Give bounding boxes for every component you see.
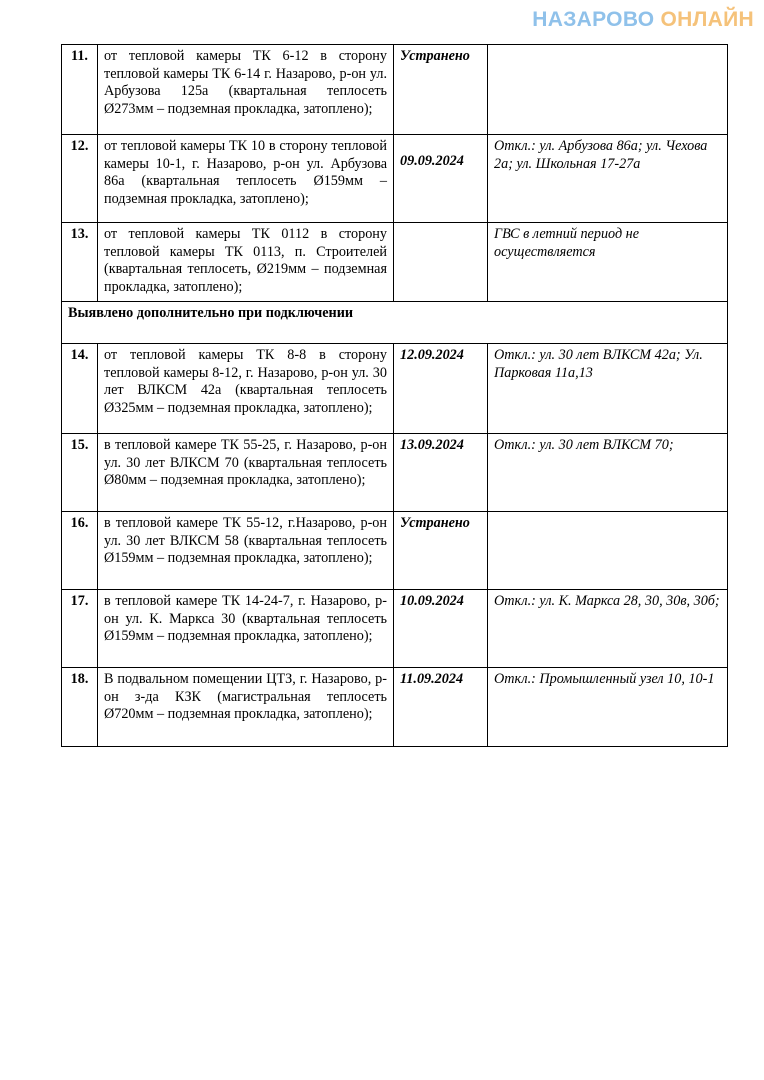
row-number: 11.: [62, 45, 98, 135]
table-row: [62, 434, 728, 512]
table-row: [62, 512, 728, 590]
row-description: от тепловой камеры ТК 8-8 в сторону тепловой камеры 8-12, г. Назарово, р-он ул. 30 лет ВЛКСМ 42а (квартальная теплосеть Ø325мм – подземная прокладка, затоплено);: [98, 344, 394, 434]
watermark-part-2: ОНЛАЙН: [660, 8, 754, 31]
row-number: 17.: [62, 590, 98, 668]
row-number: 16.: [62, 512, 98, 590]
row-number: 14.: [62, 344, 98, 434]
row-description: от тепловой камеры ТК 0112 в сторону тепловой камеры ТК 0113, п. Строителей (квартальная теплосеть, Ø219мм – подземная прокладка, затоплено);: [98, 223, 394, 302]
table-row: [62, 135, 728, 223]
row-note: [488, 512, 728, 590]
row-description: в тепловой камере ТК 55-12, г.Назарово, р-он ул. 30 лет ВЛКСМ 58 (квартальная теплосеть Ø159мм – подземная прокладка, затоплено);: [98, 512, 394, 590]
row-number: 15.: [62, 434, 98, 512]
row-date: 11.09.2024: [394, 668, 488, 747]
row-description: В подвальном помещении ЦТЗ, г. Назарово, р-он з-да КЗК (магистральная теплосеть Ø720мм – подземная прокладка, затоплено);: [98, 668, 394, 747]
row-number: 18.: [62, 668, 98, 747]
table-row: [62, 668, 728, 747]
row-note: Откл.: ул. 30 лет ВЛКСМ 70;: [488, 434, 728, 512]
watermark-logo: [532, 8, 754, 32]
row-note: [488, 45, 728, 135]
row-note: Откл.: ул. Арбузова 86а; ул. Чехова 2а; ул. Школьная 17-27а: [488, 135, 728, 223]
row-description: в тепловой камере ТК 55-25, г. Назарово, р-он ул. 30 лет ВЛКСМ 70 (квартальная теплосеть Ø80мм – подземная прокладка, затоплено);: [98, 434, 394, 512]
row-date: Устранено: [394, 512, 488, 590]
row-number: 12.: [62, 135, 98, 223]
row-date: 13.09.2024: [394, 434, 488, 512]
table-row: [62, 590, 728, 668]
row-date: 10.09.2024: [394, 590, 488, 668]
row-description: в тепловой камере ТК 14-24-7, г. Назарово, р-он ул. К. Маркса 30 (квартальная теплосеть Ø159мм – подземная прокладка, затоплено);: [98, 590, 394, 668]
row-note: ГВС в летний период не осуществляется: [488, 223, 728, 302]
table-row: [62, 45, 728, 135]
table-row: [62, 223, 728, 302]
row-date: Устранено: [394, 45, 488, 135]
row-note: Откл.: ул. К. Маркса 28, 30, 30в, 30б;: [488, 590, 728, 668]
row-note: Откл.: Промышленный узел 10, 10-1: [488, 668, 728, 747]
row-date: 12.09.2024: [394, 344, 488, 434]
watermark-part-1: НАЗАРОВО: [532, 8, 655, 31]
table-row: [62, 344, 728, 434]
row-number: 13.: [62, 223, 98, 302]
row-note: Откл.: ул. 30 лет ВЛКСМ 42а; Ул. Парковая 11а,13: [488, 344, 728, 434]
row-date: 09.09.2024: [394, 135, 488, 223]
incident-table: [61, 44, 728, 747]
row-description: от тепловой камеры ТК 6-12 в сторону тепловой камеры ТК 6-14 г. Назарово, р-он ул. Арбузова 125а (квартальная теплосеть Ø273мм – подземная прокладка, затоплено);: [98, 45, 394, 135]
row-date: [394, 223, 488, 302]
row-description: от тепловой камеры ТК 10 в сторону тепловой камеры 10-1, г. Назарово, р-он ул. Арбузова 86а (квартальная теплосеть Ø159мм – подземная прокладка, затоплено);: [98, 135, 394, 223]
section-title: Выявлено дополнительно при подключении: [62, 302, 728, 344]
section-row: [62, 302, 728, 344]
